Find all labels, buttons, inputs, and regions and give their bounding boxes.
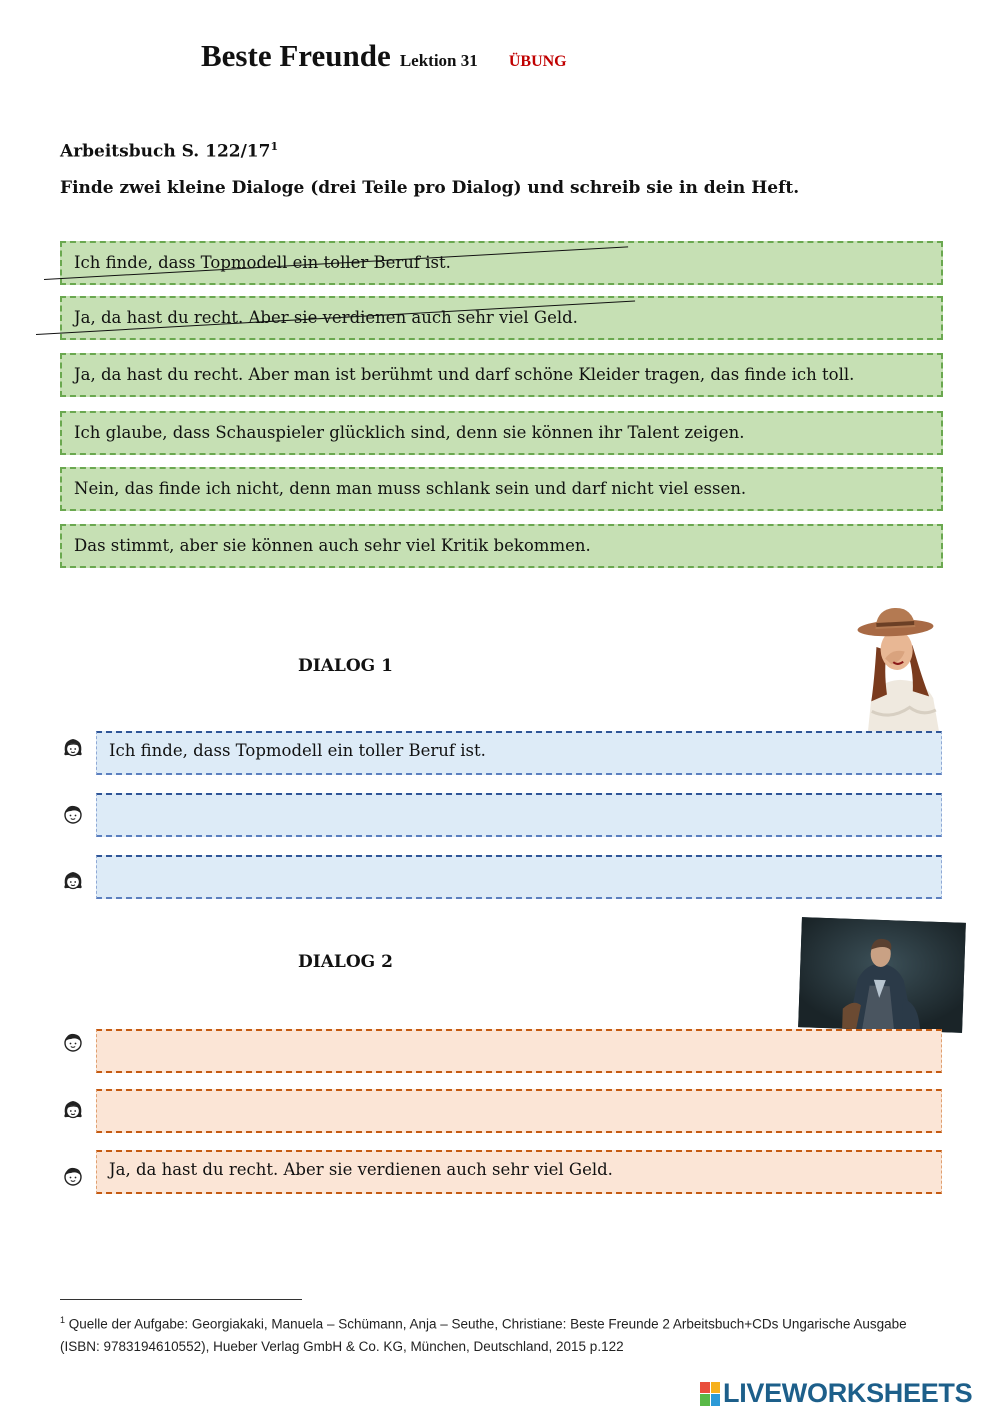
logo-tile-e [711, 1394, 721, 1406]
dialog-2-line-3[interactable]: Ja, da hast du recht. Aber sie verdienen auch sehr viel Geld. [96, 1150, 942, 1194]
option-card-6[interactable]: Das stimmt, aber sie können auch sehr viel Kritik bekommen. [60, 524, 943, 568]
logo-tile-l [700, 1382, 710, 1394]
dialog-2-title: DIALOG 2 [298, 952, 393, 972]
girl-icon [62, 737, 84, 759]
boy-icon [62, 1165, 84, 1187]
brand-logo-icon [700, 1382, 720, 1406]
liveworksheets-logo [700, 1378, 972, 1409]
option-card-1[interactable]: Ich finde, dass Topmodell ein toller Beruf ist. [60, 241, 943, 285]
reference-text: Arbeitsbuch S. 122/17 [60, 141, 271, 162]
boy-icon [62, 803, 84, 825]
footnote-divider [60, 1299, 302, 1300]
option-card-3[interactable]: Ja, da hast du recht. Aber man ist berühmt und darf schöne Kleider tragen, das finde ich toll. [60, 353, 943, 397]
footnote-marker: 1 [270, 140, 279, 153]
boy-icon [62, 1031, 84, 1053]
dialog-2-line-1[interactable] [96, 1029, 942, 1073]
lesson-label: Lektion 31 [399, 51, 478, 70]
girl-icon [62, 870, 84, 892]
footnote-text: Quelle der Aufgabe: Georgiakaki, Manuela – Schümann, Anja – Seuthe, Christiane: Beste Freunde 2 Arbeitsbuch+CDs Ungarische Ausgabe (ISBN: 9783194610552), Hueber Verlag GmbH & Co. KG, München, Deutschland, 2015 p.122 [60, 1316, 907, 1354]
actor-photo [798, 917, 966, 1033]
worksheet-title [201, 38, 567, 74]
task-instruction: Finde zwei kleine Dialoge (drei Teile pro Dialog) und schreib sie in dein Heft. [60, 178, 800, 198]
logo-tile-v [700, 1394, 710, 1406]
footnote [60, 1309, 940, 1358]
brand-wordmark: LIVEWORKSHEETS [723, 1378, 973, 1408]
book-title: Beste Freunde [201, 38, 391, 73]
option-card-2[interactable]: Ja, da hast du recht. Aber sie verdienen auch sehr viel Geld. [60, 296, 943, 340]
option-card-4[interactable]: Ich glaube, dass Schauspieler glücklich sind, denn sie können ihr Talent zeigen. [60, 411, 943, 455]
dialog-1-title: DIALOG 1 [298, 656, 393, 676]
exercise-tag: ÜBUNG [508, 53, 567, 70]
dialog-2-line-2[interactable] [96, 1089, 942, 1133]
option-card-5[interactable]: Nein, das finde ich nicht, denn man muss schlank sein und darf nicht viel essen. [60, 467, 943, 511]
workbook-reference [60, 140, 278, 162]
logo-tile-i [711, 1382, 721, 1394]
dialog-1-line-2[interactable] [96, 793, 942, 837]
footnote-number: 1 [60, 1315, 66, 1325]
dialog-1-line-1[interactable]: Ich finde, dass Topmodell ein toller Beruf ist. [96, 731, 942, 775]
dialog-1-line-3[interactable] [96, 855, 942, 899]
girl-icon [62, 1099, 84, 1121]
